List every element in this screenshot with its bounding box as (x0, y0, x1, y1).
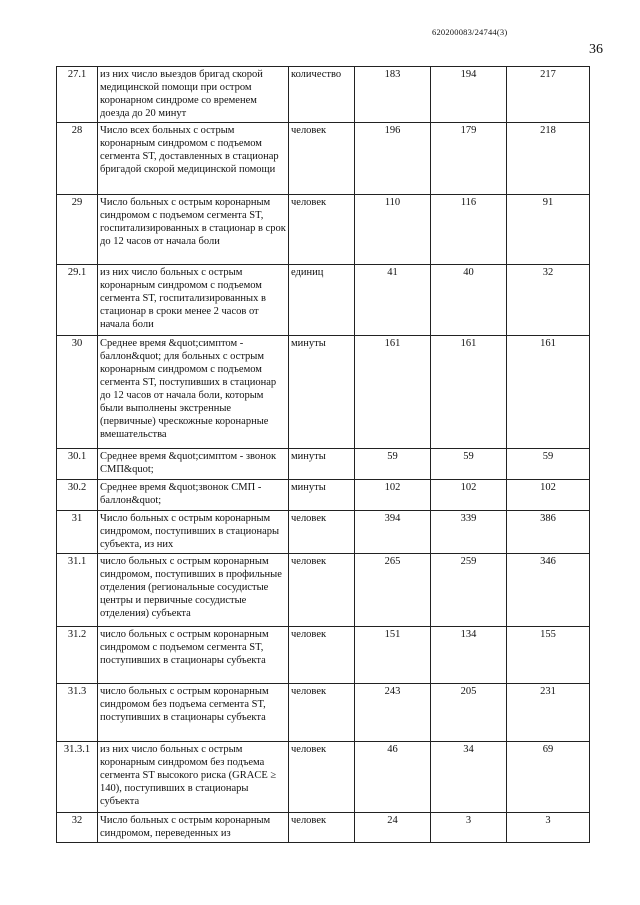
value-cell: 116 (431, 195, 507, 265)
value-cell: 217 (507, 67, 590, 123)
value-cell: 59 (431, 449, 507, 480)
table-row (57, 627, 590, 684)
row-description: Число больных с острым коронарным синдромом, переведенных из (98, 813, 289, 843)
row-description: Число больных с острым коронарным синдромом с подъемом сегмента ST, госпитализированных в стационар в срок до 12 часов от начала боли (98, 195, 289, 265)
value-cell: 102 (355, 480, 431, 511)
value-cell: 40 (431, 265, 507, 336)
value-cell: 218 (507, 123, 590, 195)
row-unit: человек (289, 123, 355, 195)
value-cell: 102 (507, 480, 590, 511)
row-unit: единиц (289, 265, 355, 336)
row-description: Среднее время &quot;симптом - звонок СМП&quot; (98, 449, 289, 480)
row-description: Число всех больных с острым коронарным синдромом с подъемом сегмента ST, доставленных в стационар бригадой скорой медицинской помощи (98, 123, 289, 195)
value-cell: 339 (431, 511, 507, 554)
value-cell: 161 (507, 336, 590, 449)
value-cell: 179 (431, 123, 507, 195)
value-cell: 161 (431, 336, 507, 449)
table-row (57, 554, 590, 627)
row-number: 31.1 (57, 554, 98, 627)
row-number: 31.2 (57, 627, 98, 684)
row-number: 29.1 (57, 265, 98, 336)
table-row (57, 511, 590, 554)
row-number: 31.3.1 (57, 742, 98, 813)
row-description: Число больных с острым коронарным синдромом, поступивших в стационары субъекта, из них (98, 511, 289, 554)
row-unit: человек (289, 742, 355, 813)
value-cell: 102 (431, 480, 507, 511)
table-row (57, 480, 590, 511)
value-cell: 110 (355, 195, 431, 265)
value-cell: 134 (431, 627, 507, 684)
table-row (57, 813, 590, 843)
row-unit: человек (289, 511, 355, 554)
value-cell: 394 (355, 511, 431, 554)
table-body (57, 67, 590, 843)
value-cell: 41 (355, 265, 431, 336)
row-description: из них число больных с острым коронарным синдромом с подъемом сегмента ST, госпитализированных в стационар в сроки менее 2 часов от начала боли (98, 265, 289, 336)
row-unit: минуты (289, 449, 355, 480)
row-description: число больных с острым коронарным синдромом, поступивших в профильные отделения (региональные сосудистые центры и первичные сосудистые отделения) субъекта (98, 554, 289, 627)
page-number: 36 (589, 42, 603, 57)
row-number: 30.2 (57, 480, 98, 511)
table-row (57, 123, 590, 195)
row-description: число больных с острым коронарным синдромом без подъема сегмента ST, поступивших в стационары субъекта (98, 684, 289, 742)
value-cell: 34 (431, 742, 507, 813)
row-unit: человек (289, 813, 355, 843)
value-cell: 32 (507, 265, 590, 336)
table-row (57, 265, 590, 336)
row-description: Среднее время &quot;симптом - баллон&quot; для больных с острым коронарным синдромом с подъемом сегмента ST, поступивших в стационар до 12 часов от начала боли, которым были выполнены экстренные (первичные) чрескожные коронарные вмешательства (98, 336, 289, 449)
value-cell: 346 (507, 554, 590, 627)
value-cell: 3 (507, 813, 590, 843)
value-cell: 183 (355, 67, 431, 123)
value-cell: 3 (431, 813, 507, 843)
table-row (57, 684, 590, 742)
row-unit: минуты (289, 480, 355, 511)
row-number: 31 (57, 511, 98, 554)
value-cell: 155 (507, 627, 590, 684)
value-cell: 59 (507, 449, 590, 480)
row-number: 31.3 (57, 684, 98, 742)
row-unit: минуты (289, 336, 355, 449)
row-unit: человек (289, 684, 355, 742)
value-cell: 196 (355, 123, 431, 195)
value-cell: 91 (507, 195, 590, 265)
value-cell: 46 (355, 742, 431, 813)
table-row (57, 195, 590, 265)
table-row (57, 449, 590, 480)
row-number: 28 (57, 123, 98, 195)
row-unit: человек (289, 554, 355, 627)
table-row (57, 742, 590, 813)
row-description: число больных с острым коронарным синдромом с подъемом сегмента ST, поступивших в стационары субъекта (98, 627, 289, 684)
row-unit: человек (289, 195, 355, 265)
value-cell: 151 (355, 627, 431, 684)
document-id: 620200083/24744(3) (432, 27, 508, 37)
value-cell: 69 (507, 742, 590, 813)
table-row (57, 336, 590, 449)
value-cell: 243 (355, 684, 431, 742)
row-number: 32 (57, 813, 98, 843)
row-unit: человек (289, 627, 355, 684)
row-number: 29 (57, 195, 98, 265)
table-row (57, 67, 590, 123)
row-description: Среднее время &quot;звонок СМП - баллон&quot; (98, 480, 289, 511)
value-cell: 194 (431, 67, 507, 123)
row-number: 27.1 (57, 67, 98, 123)
row-description: из них число выездов бригад скорой медицинской помощи при остром коронарном синдроме со временем доезда до 20 минут (98, 67, 289, 123)
row-unit: количество (289, 67, 355, 123)
value-cell: 24 (355, 813, 431, 843)
data-table (56, 66, 590, 843)
row-description: из них число больных с острым коронарным синдромом без подъема сегмента ST высокого риска (GRACE ≥ 140), поступивших в стационары субъекта (98, 742, 289, 813)
row-number: 30.1 (57, 449, 98, 480)
value-cell: 205 (431, 684, 507, 742)
value-cell: 59 (355, 449, 431, 480)
value-cell: 386 (507, 511, 590, 554)
row-number: 30 (57, 336, 98, 449)
value-cell: 231 (507, 684, 590, 742)
value-cell: 161 (355, 336, 431, 449)
value-cell: 265 (355, 554, 431, 627)
value-cell: 259 (431, 554, 507, 627)
